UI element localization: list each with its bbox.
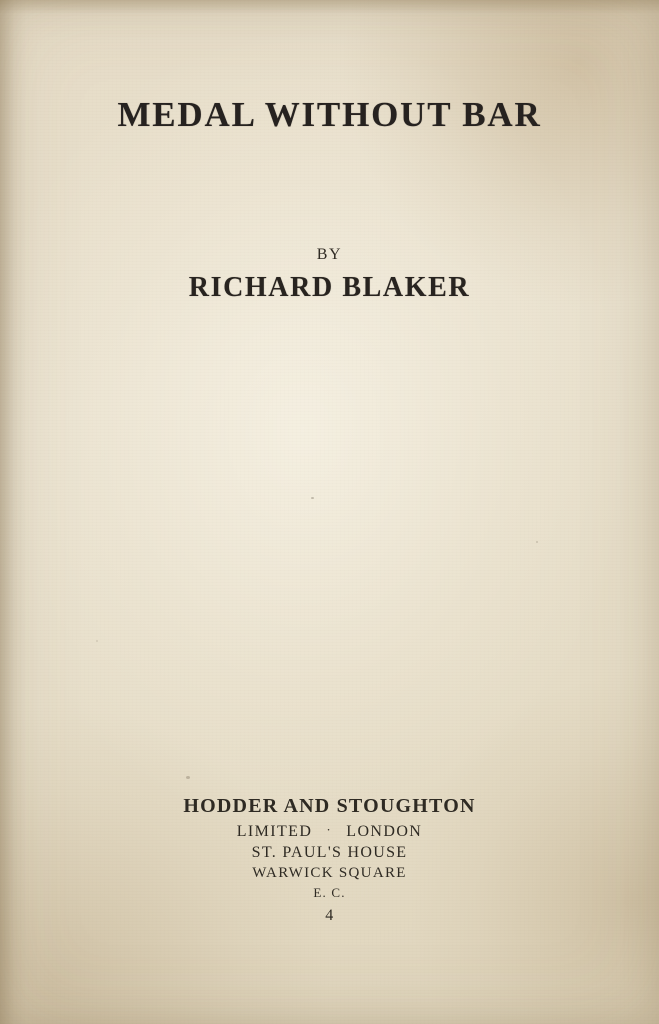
- publisher-house: ST. PAUL'S HOUSE: [251, 844, 408, 861]
- publisher-limited-city: [0, 822, 659, 841]
- author-name: RICHARD BLAKER: [188, 272, 471, 303]
- publisher-postal-number: 4: [325, 907, 334, 924]
- page-title: MEDAL WITHOUT BAR: [117, 95, 542, 134]
- separator-dot: ·: [326, 822, 333, 837]
- publisher-limited: LIMITED: [236, 823, 313, 840]
- publisher-imprint: [0, 795, 659, 925]
- publisher-city: LONDON: [346, 823, 423, 840]
- byline-label: BY: [316, 246, 343, 263]
- publisher-name: HODDER AND STOUGHTON: [183, 795, 476, 817]
- publisher-square: WARWICK SQUARE: [252, 865, 407, 881]
- publisher-postal-district: E. C.: [313, 885, 346, 900]
